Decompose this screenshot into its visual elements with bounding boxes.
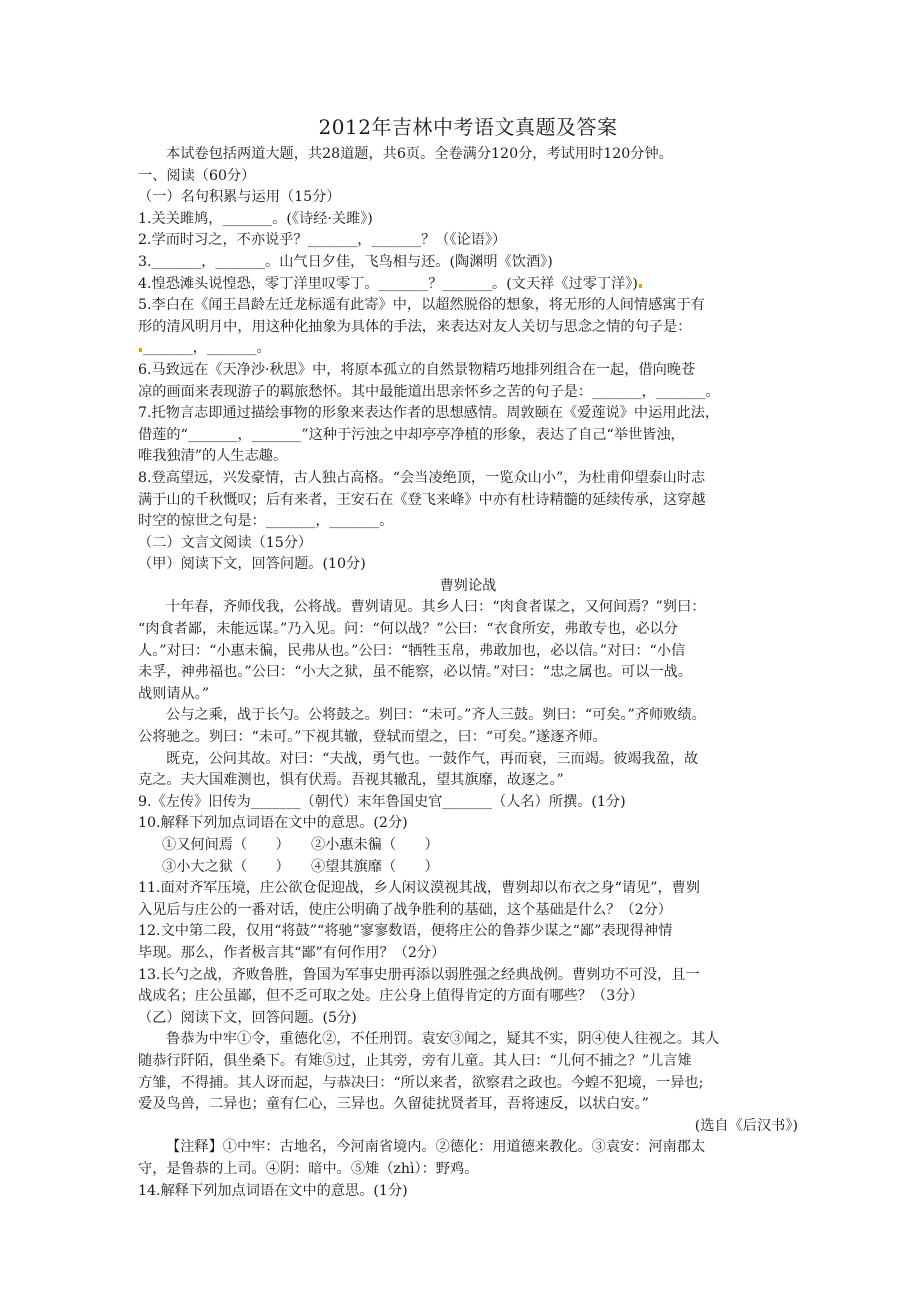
page-title: 2012年吉林中考语文真题及答案 [318,115,618,139]
passage-b-line-3: 方雏，不得捕。其人讶而起，与恭决曰：“所以来者，欲察君之政也。今蝗不犯境，一异也; [138,1074,704,1091]
question-6-line-1: 6.马致远在《天净沙·秋思》中，将原本孤立的自然景物精巧地排列组合在一起，借向晚苍 [138,361,696,378]
question-9: 9.《左传》旧传为_______（朝代）末年鲁国史官_______（人名）所撰。(1分) [138,793,626,810]
passage-para-2-line-2: 公将驰之。刿曰：“未可。”下视其辙，登轼而望之，曰：“可矣。”遂逐齐师。 [138,729,607,746]
part-classical-heading: （二）文言文阅读（15分） [138,534,313,551]
section-reading-heading: 一、阅读（60分） [138,167,256,184]
question-4 [138,274,798,296]
question-11-line-1: 11.面对齐军压境，庄公欲仓促迎战，乡人闲议漠视其战，曹刿却以布衣之身“请见”，曹刿 [138,880,701,897]
passage-para-3-line-1: 既克，公问其故。对曰：“夫战，勇气也。一鼓作气，再而衰，三而竭。彼竭我盈，故 [166,750,699,767]
part-b-heading: （乙）阅读下文，回答问题。(5分) [138,1009,357,1026]
question-13-line-1: 13.长勺之战，齐败鲁胜，鲁国为军事史册再添以弱胜强之经典战例。曹刿功不可没，且一 [138,966,700,983]
question-5-line-3 [138,338,798,360]
passage-para-1-line-1: 十年春，齐师伐我，公将战。曹刿请见。其乡人曰：“肉食者谋之，又何间焉？”刿曰： [166,599,706,616]
question-12-line-2: 毕现。那么，作者极言其“鄙”有何作用？（2分） [138,944,446,961]
question-12-line-1: 12.文中第二段，仅用“将鼓”“将驰”寥寥数语，便将庄公的鲁莽少谋之“鄙”表现得神情 [138,923,673,940]
exam-intro: 本试卷包括两道大题，共28道题，共6页。全卷满分120分，考试用时120分钟。 [166,146,673,162]
passage-title: 曹刿论战 [439,577,497,594]
part-a-heading: （甲）阅读下文，回答问题。(10分) [138,556,366,573]
question-14: 14.解释下列加点词语在文中的意思。(1分) [138,1182,408,1199]
question-8-line-2: 满于山的千秋慨叹；后有来者，王安石在《登飞来峰》中亦有杜诗精髓的延续传承，这穿越 [138,491,706,508]
question-6-line-2: 凉的画面来表现游子的羁旅愁怀。其中最能道出思亲怀乡之苦的句子是：_______，_______。 [138,383,720,400]
highlight-mark [639,284,642,288]
question-4-text: 4.惶恐滩头说惶恐，零丁洋里叹零丁。_______？_______。(文天祥《过零丁洋》) [138,275,638,292]
question-5-blanks: _______，_______。 [143,340,271,357]
passage-para-1-line-4: 未孚，神弗福也。”公曰：“小大之狱，虽不能察，必以情。”对曰：“忠之属也。可以一战。 [138,664,692,681]
question-10-items-a: ①又何间焉（ ） ②小惠未徧（ ） [162,837,439,853]
question-10: 10.解释下列加点词语在文中的意思。(2分) [138,815,408,832]
highlight-mark [139,348,142,352]
passage-para-1-line-2: “肉食者鄙，未能远谋。”乃入见。问：“何以战？”公曰：“衣食所安，弗敢专也，必以分 [138,621,678,638]
notes-line-1: 【注释】①中牢：古地名，今河南省境内。②德化：用道德来教化。③袁安：河南郡太 [166,1139,706,1156]
question-7-line-1: 7.托物言志即通过描绘事物的形象来表达作者的思想感情。周敦颐在《爱莲说》中运用此法， [138,405,720,422]
passage-para-1-line-3: 人。”对曰：“小惠未徧，民弗从也。”公曰：“牺牲玉帛，弗敢加也，必以信。”对曰：“小信 [138,642,686,659]
question-13-line-2: 战成名；庄公虽鄙，但不乏可取之处。庄公身上值得肯定的方面有哪些？（3分） [138,988,644,1005]
passage-para-3-line-2: 克之。夫大国难测也，惧有伏焉。吾视其辙乱，望其旗靡，故逐之。” [138,772,564,789]
question-1: 1.关关雎鸠，_______。(《诗经·关雎》) [138,210,373,227]
passage-para-1-line-5: 战则请从。” [138,685,210,702]
passage-b-line-2: 随恭行阡陌，俱坐桑下。有雉⑤过，止其旁，旁有儿童。其人曰：“儿何不捕之？”儿言雉 [138,1052,692,1069]
passage-b-line-4: 爱及鸟兽，二异也；童有仁心，三异也。久留徒扰贤者耳，吾将速反，以状白安。” [138,1096,649,1113]
question-5-line-1: 5.李白在《闻王昌龄左迁龙标遥有此寄》中，以超然脱俗的想象，将无形的人间情感寓于有 [138,297,705,314]
question-10-items-b: ③小大之狱（ ） ④望其旗靡（ ） [162,858,439,875]
question-3: 3._______，_______。山气日夕佳，飞鸟相与还。(陶渊明《饮酒》) [138,253,553,270]
part-quotes-heading: （一）名句积累与运用（15分） [138,189,341,206]
passage-b-source: (选自《后汉书》) [694,1117,798,1134]
question-7-line-3: 唯我独清”的人生志趣。 [138,448,288,465]
passage-b-line-1: 鲁恭为中牢①令，重德化②，不任刑罚。袁安③闻之，疑其不实，阴④使人往视之。其人 [166,1031,720,1048]
question-8-line-3: 时空的惊世之句是：_______，_______。 [138,513,394,530]
passage-para-2-line-1: 公与之乘，战于长勺。公将鼓之。刿曰：“未可。”齐人三鼓。刿曰：“可矣。”齐师败绩。 [166,707,706,724]
question-11-line-2: 入见后与庄公的一番对话，使庄公明确了战争胜利的基础，这个基础是什么？（2分） [138,901,672,918]
question-7-line-2: 借莲的“_______，_______”这种于污浊之中却亭亭净植的形象，表达了自己“举世皆浊， [138,426,685,443]
question-8-line-1: 8.登高望远，兴发豪情，古人独占高格。“会当凌绝顶，一览众山小”，为杜甫仰望泰山时志 [138,469,706,486]
question-5-line-2: 形的清风明月中，用这种化抽象为具体的手法，来表达对友人关切与思念之情的句子是： [138,318,692,335]
question-2: 2.学而时习之，不亦说乎？_______，_______？（《论语》） [138,232,507,249]
exam-page [138,112,798,1202]
notes-line-2: 守，是鲁恭的上司。④阴：暗中。⑤雉（zhì）：野鸡。 [138,1160,479,1177]
